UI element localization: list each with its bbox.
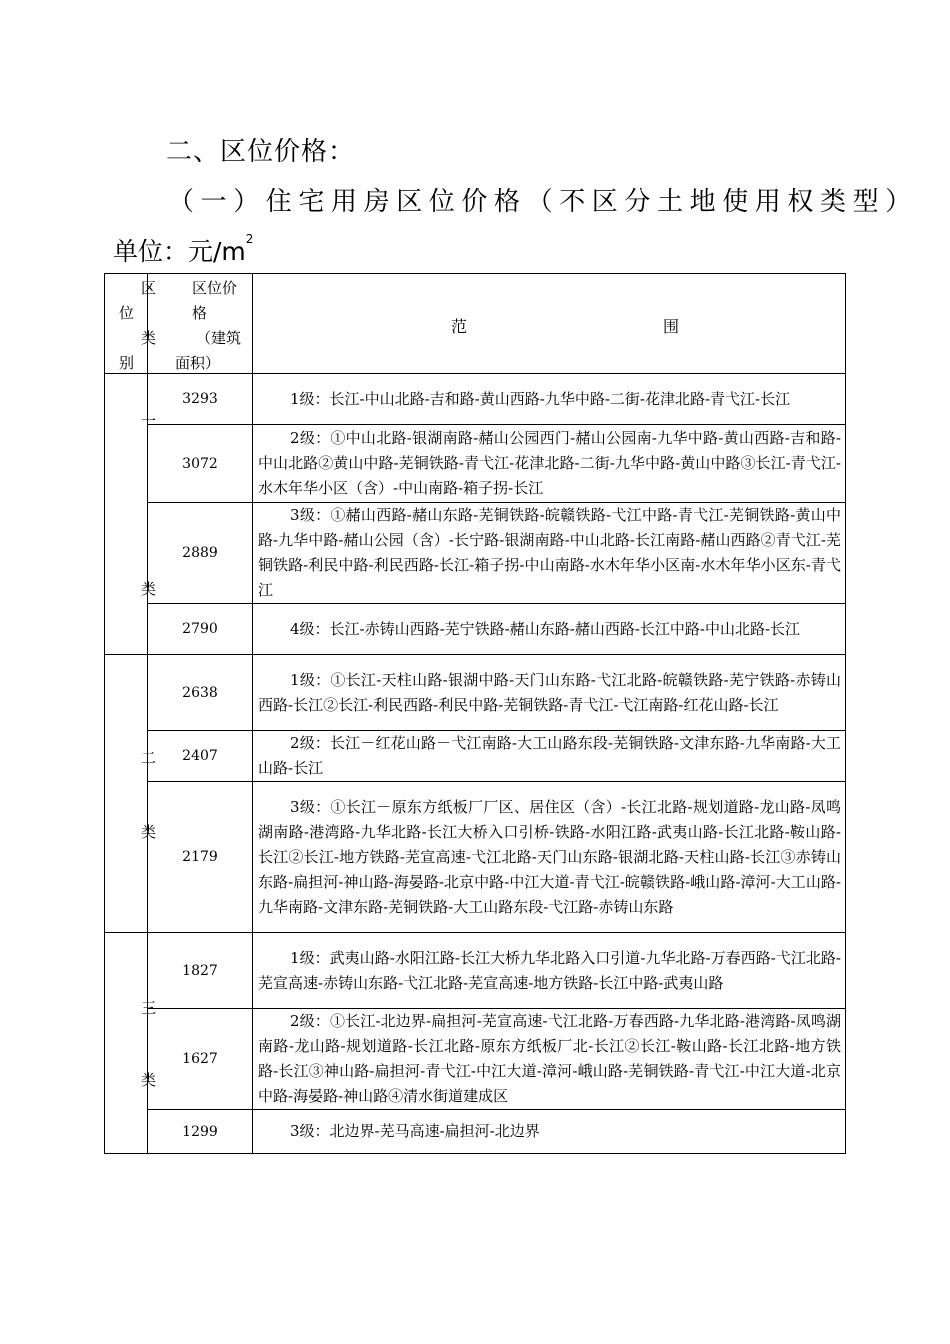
header-range: 范 围 bbox=[253, 274, 846, 374]
range-cell: 2级：①长江-北边界-扁担河-芜宣高速-弋江北路-万春西路-九华北路-港湾路-凤鸣湖南路-龙山路-规划道路-长江北路-原东方纸板厂北-长江②长江-鞍山路-长江北路-地方铁路-长江③神山路-扁担河-青弋江-中江大道-漳河-峨山路-芜铜铁路-青弋江-中江大道-北京中路-海晏路-神山路④清水街道建成区 bbox=[253, 1009, 846, 1110]
subsection-heading: （一）住宅用房区位价格（不区分土地使用权类型） bbox=[168, 187, 918, 217]
category-cell: 一 类 bbox=[105, 374, 148, 655]
price-cell: 2179 bbox=[148, 782, 253, 933]
table-row bbox=[105, 425, 846, 503]
range-cell: 3级：北边界-芜马高速-扁担河-北边界 bbox=[253, 1110, 846, 1154]
section-heading: 二、区位价格： bbox=[166, 137, 356, 167]
price-cell: 2889 bbox=[148, 503, 253, 604]
range-cell: 1级：①长江-天柱山路-银湖中路-天门山东路-弋江北路-皖赣铁路-芜宁铁路-赤铸山西路-长江②长江-利民西路-利民中路-芜铜铁路-青弋江-弋江南路-红花山路-长江 bbox=[253, 655, 846, 731]
table-row bbox=[105, 604, 846, 655]
price-cell: 1627 bbox=[148, 1009, 253, 1110]
unit-label: 单位：元$/m^2$ bbox=[113, 232, 254, 266]
price-cell: 1827 bbox=[148, 933, 253, 1009]
header-price: 区位价 格 （建筑 面积） bbox=[148, 274, 253, 374]
table-row bbox=[105, 1009, 846, 1110]
price-cell: 1299 bbox=[148, 1110, 253, 1154]
header-category: 区 位 类 别 bbox=[105, 274, 148, 374]
table-row bbox=[105, 782, 846, 933]
table-row bbox=[105, 1110, 846, 1154]
price-cell: 2790 bbox=[148, 604, 253, 655]
table-row bbox=[105, 374, 846, 425]
table-header-row bbox=[105, 274, 846, 374]
table-row bbox=[105, 933, 846, 1009]
range-cell: 1级：长江-中山北路-吉和路-黄山西路-九华中路-二街-花津北路-青弋江-长江 bbox=[253, 374, 846, 425]
range-cell: 1级：武夷山路-水阳江路-长江大桥九华北路入口引道-九华北路-万春西路-弋江北路-芜宣高速-赤铸山东路-弋江北路-芜宣高速-地方铁路-长江中路-武夷山路 bbox=[253, 933, 846, 1009]
range-cell: 3级：①长江－原东方纸板厂厂区、居住区（含）-长江北路-规划道路-龙山路-凤鸣湖南路-港湾路-九华北路-长江大桥入口引桥-铁路-水阳江路-武夷山路-长江北路-鞍山路-长江②长江-地方铁路-芜宣高速-弋江北路-天门山东路-银湖北路-天柱山路-长江③赤铸山东路-扁担河-神山路-海晏路-北京中路-中江大道-青弋江-皖赣铁路-峨山路-漳河-大工山路-九华南路-文津东路-芜铜铁路-大工山路东段-弋江路-赤铸山东路 bbox=[253, 782, 846, 933]
range-cell: 3级：①赭山西路-赭山东路-芜铜铁路-皖赣铁路-弋江中路-青弋江-芜铜铁路-黄山中路-九华中路-赭山公园（含）-长宁路-银湖南路-中山北路-长江南路-赭山西路②青弋江-芜铜铁路-利民中路-利民西路-长江-箱子拐-中山南路-水木年华小区南-水木年华小区东-青弋江 bbox=[253, 503, 846, 604]
price-cell: 2407 bbox=[148, 731, 253, 782]
table-row bbox=[105, 655, 846, 731]
range-cell: 2级：①中山北路-银湖南路-赭山公园西门-赭山公园南-九华中路-黄山西路-吉和路-中山北路②黄山中路-芜铜铁路-青弋江-花津北路-二街-九华中路-黄山中路③长江-青弋江-水木年华小区（含）-中山南路-箱子拐-长江 bbox=[253, 425, 846, 503]
range-cell: 2级：长江－红花山路－弋江南路-大工山路东段-芜铜铁路-文津东路-九华南路-大工山路-长江 bbox=[253, 731, 846, 782]
price-cell: 3072 bbox=[148, 425, 253, 503]
price-cell: 3293 bbox=[148, 374, 253, 425]
table-row bbox=[105, 731, 846, 782]
price-table bbox=[104, 273, 846, 1154]
table-row bbox=[105, 503, 846, 604]
category-cell: 三 类 bbox=[105, 933, 148, 1154]
price-cell: 2638 bbox=[148, 655, 253, 731]
category-cell: 二 类 bbox=[105, 655, 148, 933]
range-cell: 4级：长江-赤铸山西路-芜宁铁路-赭山东路-赭山西路-长江中路-中山北路-长江 bbox=[253, 604, 846, 655]
